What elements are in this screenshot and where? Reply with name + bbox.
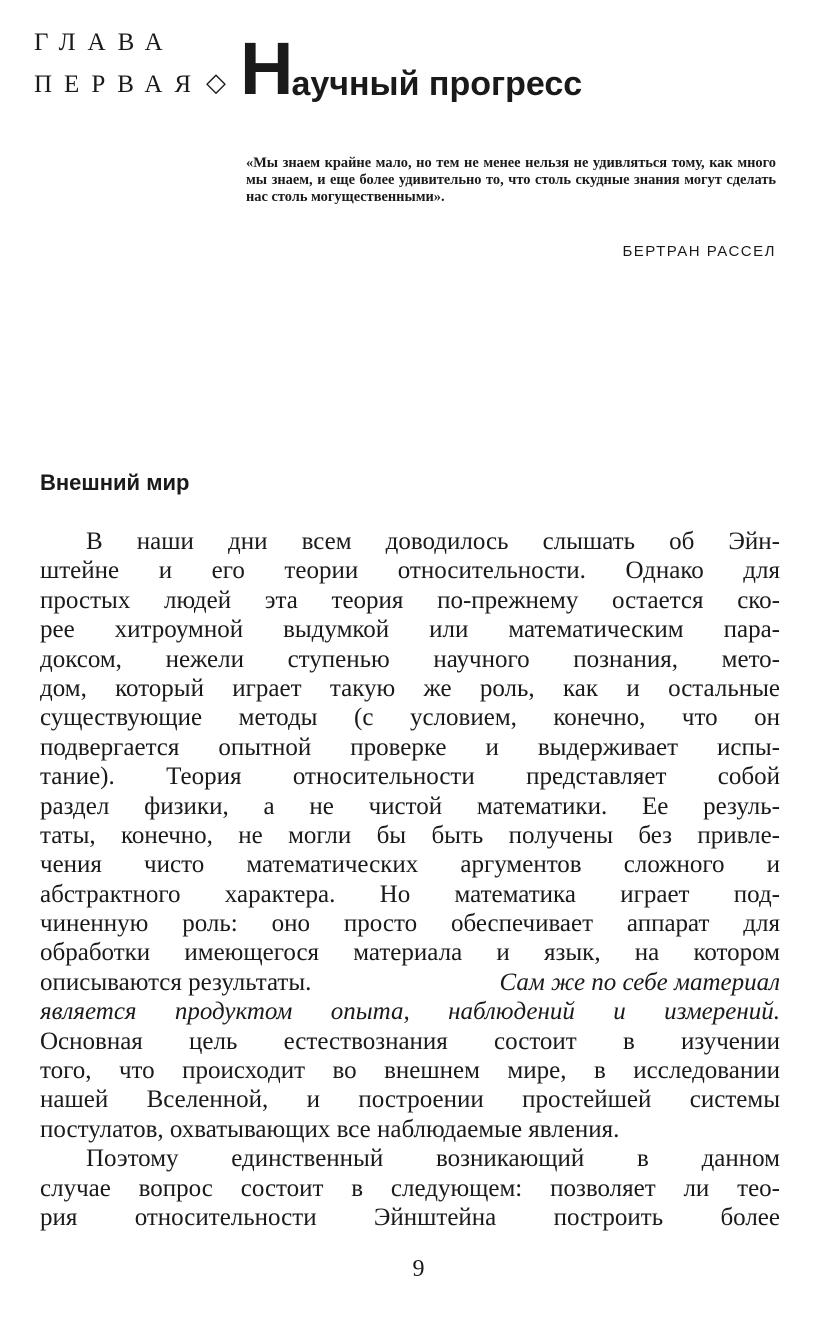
diamond-icon: ◇ bbox=[206, 68, 226, 98]
text-line: чиненную роль: оно просто обеспечивает аппарат для bbox=[40, 910, 780, 938]
text-line: случае вопрос состоит в следующем: позволяет ли тео- bbox=[40, 1174, 780, 1202]
text-line-mixed bbox=[40, 968, 780, 997]
text-line: постулатов, охватывающих все наблюдаемые явления. bbox=[40, 1115, 620, 1143]
text-line: нашей Вселенной, и построении простейшей системы bbox=[40, 1086, 780, 1114]
epigraph-author: БЕРТРАН РАССЕЛ bbox=[622, 243, 776, 260]
text-line: простых людей эта теория по-прежнему остается ско- bbox=[40, 586, 780, 614]
text-line: подвергается опытной проверке и выдерживает испы- bbox=[40, 733, 780, 761]
text-line: В наши дни всем доводилось слышать об Эйн- bbox=[86, 528, 780, 555]
page-number: 9 bbox=[412, 1256, 425, 1282]
text-line: чения чисто математических аргументов сложного и bbox=[40, 851, 780, 879]
text-line: тание). Теория относительности представляет собой bbox=[40, 763, 780, 791]
text-line: раздел физики, а не чистой математики. Ее резуль- bbox=[40, 792, 780, 820]
text-line: штейне и его теории относительности. Однако для bbox=[40, 557, 780, 585]
text-line-italic: является продуктом опыта, наблюдений и измерений. bbox=[40, 998, 780, 1026]
text-line: обработки имеющегося материала и язык, на котором bbox=[40, 939, 780, 967]
text-line: рия относительности Эйнштейна построить более bbox=[40, 1203, 780, 1231]
chapter-title-rest: аучный прогресс bbox=[291, 64, 583, 103]
chapter-title bbox=[240, 27, 583, 110]
text-segment-italic: Сам же по себе материал bbox=[499, 968, 780, 996]
text-line: доксом, нежели ступенью научного познания, мето- bbox=[40, 645, 780, 673]
section-heading: Внешний мир bbox=[40, 470, 190, 495]
text-line: того, что происходит во внешнем мире, в исследовании bbox=[40, 1057, 780, 1085]
chapter-title-initial: Н bbox=[240, 27, 294, 110]
text-line: рее хитроумной выдумкой или математическим пара- bbox=[40, 616, 780, 644]
text-line: абстрактного характера. Но математика играет под- bbox=[40, 880, 780, 908]
body-text bbox=[40, 527, 780, 1232]
text-line: таты, конечно, не могли бы быть получены без привле- bbox=[40, 821, 780, 849]
text-line: дом, который играет такую же роль, как и остальные bbox=[40, 674, 780, 702]
chapter-label-line2: ПЕРВАЯ bbox=[34, 71, 204, 98]
epigraph-quote: «Мы знаем крайне мало, но тем не менее нельзя не удивляться тому, как много мы знаем, и еще более удивительно то, что столь скудные знания могут сделать нас столь могущественными». bbox=[246, 155, 776, 205]
text-line: Основная цель естествознания состоит в изучении bbox=[40, 1027, 780, 1055]
text-line: существующие методы (с условием, конечно, что он bbox=[40, 704, 780, 732]
text-line: Поэтому единственный возникающий в данном bbox=[86, 1145, 780, 1173]
chapter-label-line1: ГЛАВА bbox=[34, 29, 175, 56]
text-segment: описываются результаты. bbox=[40, 968, 312, 996]
